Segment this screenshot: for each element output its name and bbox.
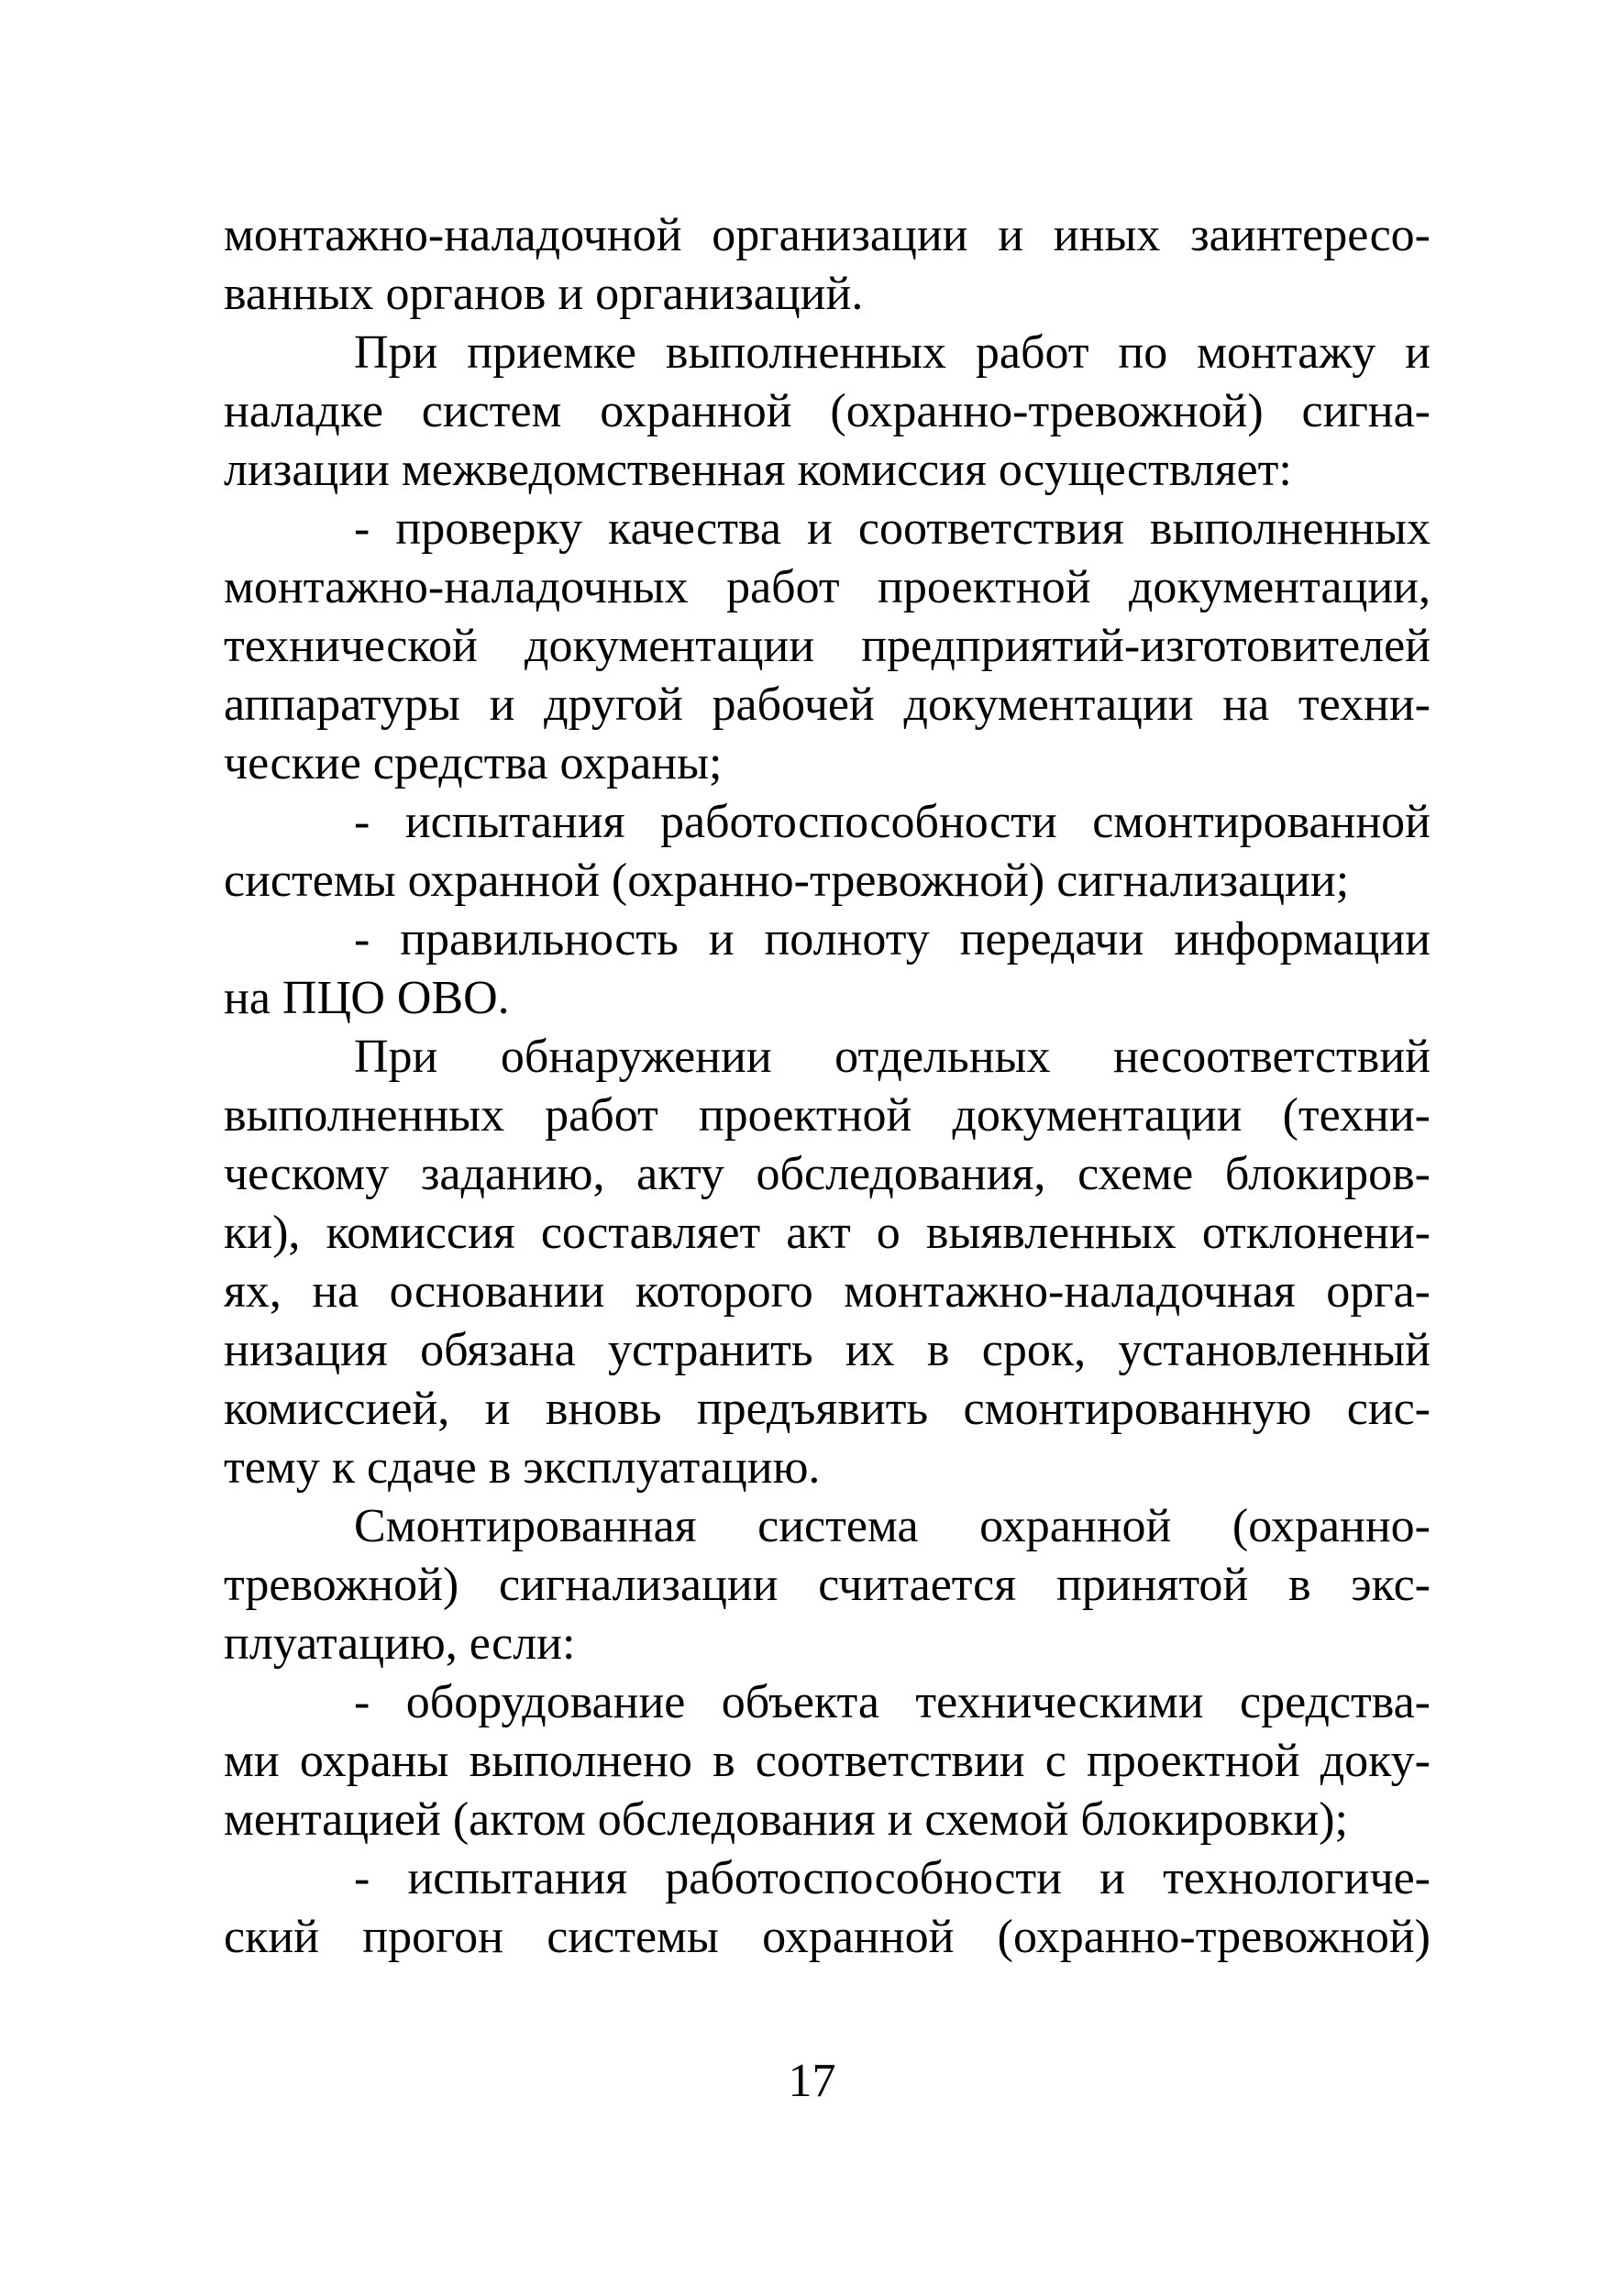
text-line: технической документации предприятий-изготовителей xyxy=(224,620,1431,672)
text-line: наладке систем охранной (охранно-тревожной) сигна- xyxy=(224,385,1431,437)
paragraph-first-line: Смонтированная система охранной (охранно- xyxy=(354,1500,1431,1552)
list-item-first-line: - испытания работоспособности и технологиче- xyxy=(354,1852,1431,1904)
text-line: ческие средства охраны; xyxy=(224,737,723,789)
list-item-first-line: - испытания работоспособности смонтированной xyxy=(354,796,1431,848)
list-item-first-line: - правильность и полноту передачи информации xyxy=(354,913,1431,965)
page-number: 17 xyxy=(788,2055,836,2107)
text-line: аппаратуры и другой рабочей документации на техни- xyxy=(224,679,1431,731)
text-line: монтажно-наладочной организации и иных заинтересо- xyxy=(224,209,1431,261)
text-line: ях, на основании которого монтажно-наладочная орга- xyxy=(224,1265,1431,1318)
text-line: комиссией, и вновь предъявить смонтированную сис- xyxy=(224,1383,1431,1435)
body-text xyxy=(224,206,1431,1967)
text-line: лизации межведомственная комиссия осуществляет: xyxy=(224,444,1292,496)
text-line: плуатацию, если: xyxy=(224,1617,576,1670)
text-line: ванных органов и организаций. xyxy=(224,268,864,320)
text-line: тему к сдаче в эксплуатацию. xyxy=(224,1441,821,1494)
text-line: ментацией (актом обследования и схемой блокировки); xyxy=(224,1793,1348,1846)
text-line: тревожной) сигнализации считается принятой в экс- xyxy=(224,1559,1431,1611)
text-line: ский прогон системы охранной (охранно-тревожной) xyxy=(224,1911,1431,1963)
paragraph-first-line: При приемке выполненных работ по монтажу и xyxy=(354,326,1431,379)
list-item-first-line: - оборудование объекта техническими средства- xyxy=(354,1676,1431,1728)
text-line: ми охраны выполнено в соответствии с проектной доку- xyxy=(224,1735,1431,1787)
list-item-first-line: - проверку качества и соответствия выполненных xyxy=(354,502,1431,555)
text-line: монтажно-наладочных работ проектной документации, xyxy=(224,561,1431,613)
paragraph-first-line: При обнаружении отдельных несоответствий xyxy=(354,1031,1431,1083)
text-line: низация обязана устранить их в срок, установленный xyxy=(224,1324,1431,1376)
text-line: выполненных работ проектной документации (техни- xyxy=(224,1089,1431,1142)
text-line: ческому заданию, акту обследования, схеме блокиров- xyxy=(224,1148,1431,1200)
text-line: ки), комиссия составляет акт о выявленных отклонени- xyxy=(224,1207,1431,1259)
text-line: системы охранной (охранно-тревожной) сигнализации; xyxy=(224,855,1350,907)
text-line: на ПЦО ОВО. xyxy=(224,972,510,1024)
